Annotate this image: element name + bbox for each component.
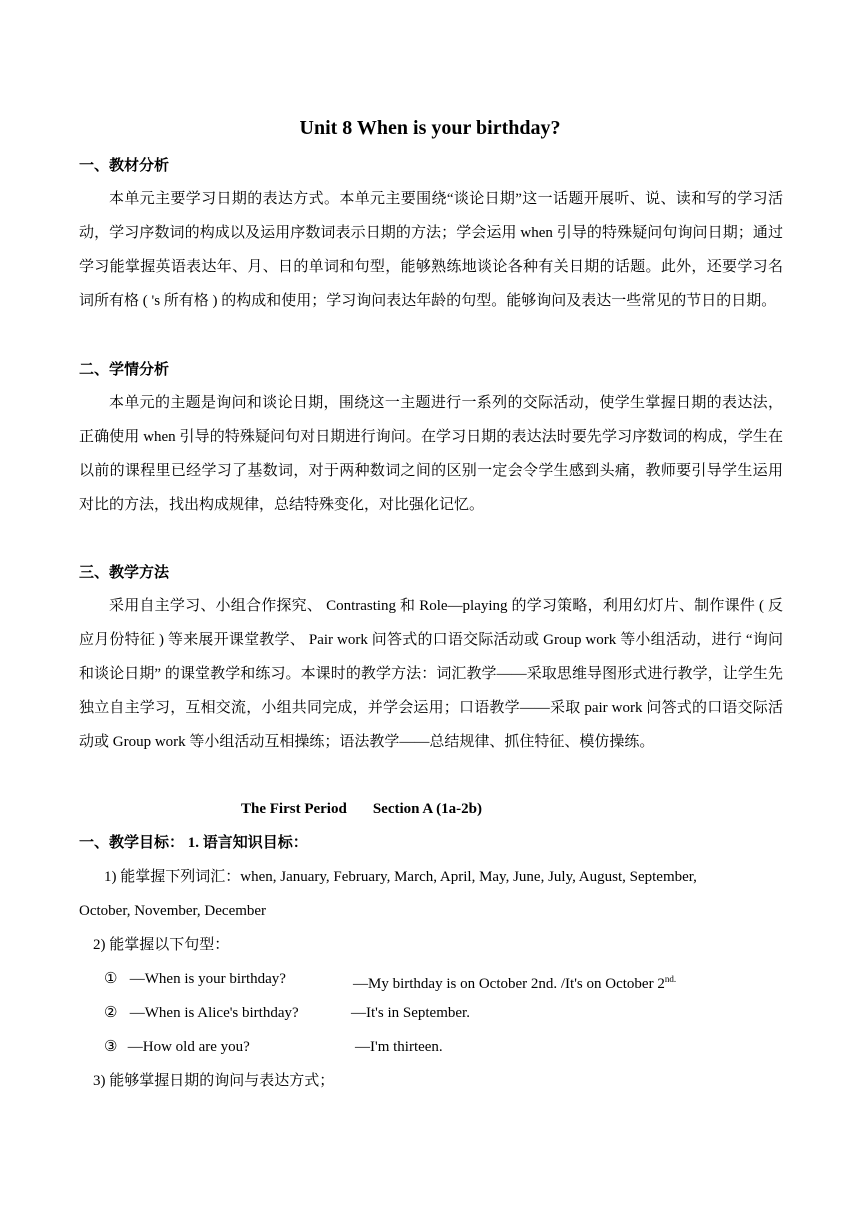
- paragraph-textbook-analysis: 本单元主要学习日期的表达方式。本单元主要围绕“谈论日期”这一话题开展听、说、读和写的学习活动，学习序数词的构成以及运用序数词表示日期的方法；学会运用 when 引导的特殊疑问句询问日期；通过学习能掌握英语表达年、月、日的单词和句型，能够熟练地谈论各种有关日期的话题。此外，还要学习名词所有格 ( 's 所有格 ) 的构成和使用；学习询问表达年龄的句型。能够询问及表达一些常见的节日的日期。: [79, 191, 783, 309]
- objective-sentence-patterns: 2) 能掌握以下句型：: [93, 937, 230, 953]
- dialog-row-2: [104, 1002, 470, 1024]
- circled-number-3: ③: [104, 1039, 118, 1055]
- dialog-answer-1: —My birthday is on October 2nd. /It's on October $2^{nd.}$: [353, 974, 677, 992]
- objective-date-expressions: 3) 能够掌握日期的询问与表达方式；: [93, 1073, 335, 1089]
- circled-number-2: ②: [104, 1005, 118, 1021]
- document-title: Unit 8 When is your birthday?: [299, 117, 561, 139]
- section-heading-teaching-methods: 三、教学方法: [79, 565, 170, 581]
- dialog-question-2: —When is Alice's birthday?: [129, 1005, 299, 1021]
- section-heading-student-analysis: 二、学情分析: [79, 362, 170, 378]
- period-name: The First Period: [241, 801, 347, 817]
- dialog-answer-3: —I'm thirteen.: [355, 1039, 443, 1055]
- dialog-answer-2: —It's in September.: [351, 1005, 470, 1021]
- dialog-row-3: [104, 1036, 443, 1058]
- objective-vocabulary-line2: October, November, December: [79, 903, 267, 919]
- paragraph-teaching-methods: 采用自主学习、小组合作探究、 Contrasting 和 Role—playing 的学习策略，利用幻灯片、制作课件 ( 反应月份特征 ) 等来展开课堂教学、 Pair work 问答式的口语交际活动或 Group work 等小组活动，进行 “询问和谈论日期” 的课堂教学和练习。本课时的教学方法：词汇教学——采取思维导图形式进行教学，让学生先独立自主学习，互相交流，小组共同完成，并学会运用；口语教学——采取 pair work 问答式的口语交际活动或 Group work 等小组活动互相操练；语法教学——总结规律、抓住特征、模仿操练。: [79, 598, 783, 750]
- circled-number-1: ①: [104, 971, 118, 987]
- period-heading: [241, 798, 482, 820]
- paragraph-student-analysis: 本单元的主题是询问和谈论日期，围绕这一主题进行一系列的交际活动，使学生掌握日期的表达法，正确使用 when 引导的特殊疑问句对日期进行询问。在学习日期的表达法时要先学习序数词的构成，学生在以前的课程里已经学习了基数词，对于两种数词之间的区别一定会令学生感到头痛，教师要引导学生运用对比的方法，找出构成规律，总结特殊变化，对比强化记忆。: [79, 395, 783, 513]
- dialog-question-3: —How old are you?: [127, 1039, 250, 1055]
- period-section: Section A (1a-2b): [372, 801, 482, 817]
- section-heading-textbook-analysis: 一、教材分析: [79, 158, 170, 174]
- objective-vocabulary-line1: 1) 能掌握下列词汇：when, January, February, March, April, May, June, July, August, September,: [104, 869, 697, 885]
- dialog-question-1: —When is your birthday?: [129, 971, 286, 987]
- objectives-heading: 一、教学目标： 1. 语言知识目标：: [79, 835, 308, 851]
- dialog-row-1: [104, 968, 677, 992]
